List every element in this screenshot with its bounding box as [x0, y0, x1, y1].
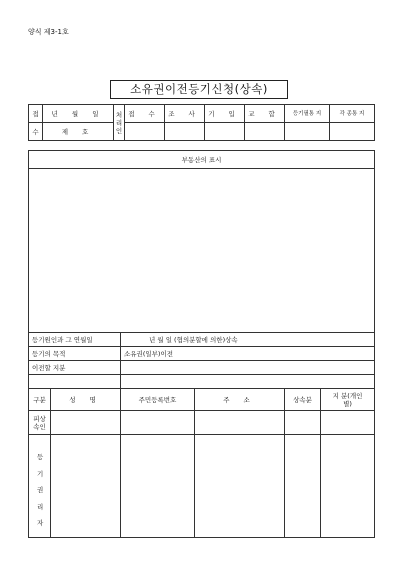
- header-resident-no: 주민등록번호: [121, 389, 195, 411]
- property-section-title: 부동산의 표시: [29, 151, 375, 169]
- header-individual-share: 지 분(개인별): [321, 389, 375, 411]
- header-inheritance-share: 상속분: [285, 389, 321, 411]
- decedent-address[interactable]: [195, 411, 285, 435]
- purpose-value[interactable]: 소유권(일부)이전: [121, 347, 375, 361]
- holder-address[interactable]: [195, 435, 285, 538]
- col-registration-notice: 등기필통 지: [285, 105, 330, 123]
- cell-various-notice[interactable]: [330, 123, 375, 141]
- receipt-date-label: 년 월 일: [43, 105, 114, 123]
- purpose-label: 등기의 목적: [29, 347, 121, 361]
- property-description-area[interactable]: [29, 169, 375, 333]
- decedent-name[interactable]: [51, 411, 121, 435]
- cell-collation[interactable]: [245, 123, 285, 141]
- blank-right[interactable]: [121, 375, 375, 389]
- form-number: 양식 제3-1호: [28, 28, 69, 36]
- cell-investigation[interactable]: [165, 123, 205, 141]
- cause-date-value[interactable]: 년 월 일 (협의분할에 의한)상속: [121, 333, 375, 347]
- processor-label: 처리인: [114, 105, 125, 141]
- cell-entry[interactable]: [205, 123, 245, 141]
- cause-date-label: 등기원인과 그 연월일: [29, 333, 121, 347]
- col-collation: 교 합: [245, 105, 285, 123]
- decedent-individual-share[interactable]: [321, 411, 375, 435]
- col-receipt: 접 수: [125, 105, 165, 123]
- cell-receipt[interactable]: [125, 123, 165, 141]
- form-title: 소유권이전등기신청(상속): [110, 80, 288, 99]
- header-name: 성 명: [51, 389, 121, 411]
- decedent-resident-no[interactable]: [121, 411, 195, 435]
- col-entry: 기 입: [205, 105, 245, 123]
- col-investigation: 조 사: [165, 105, 205, 123]
- col-various-notice: 각 종통 지: [330, 105, 375, 123]
- blank-left: [29, 375, 121, 389]
- header-division: 구분: [29, 389, 51, 411]
- receipt-jeop-label: 접: [29, 105, 43, 123]
- decedent-share[interactable]: [285, 411, 321, 435]
- main-table: [28, 150, 375, 538]
- holder-name[interactable]: [51, 435, 121, 538]
- share-label: 이전할 지분: [29, 361, 121, 375]
- holder-individual-share[interactable]: [321, 435, 375, 538]
- holder-resident-no[interactable]: [121, 435, 195, 538]
- receipt-number-label: 제 호: [43, 123, 114, 141]
- holder-share[interactable]: [285, 435, 321, 538]
- role-decedent: 피상속인: [29, 411, 51, 435]
- share-value[interactable]: [121, 361, 375, 375]
- receipt-table: [28, 104, 375, 141]
- role-rights-holder: 등기권리자: [29, 435, 51, 538]
- header-address: 주 소: [195, 389, 285, 411]
- receipt-su-label: 수: [29, 123, 43, 141]
- cell-registration-notice[interactable]: [285, 123, 330, 141]
